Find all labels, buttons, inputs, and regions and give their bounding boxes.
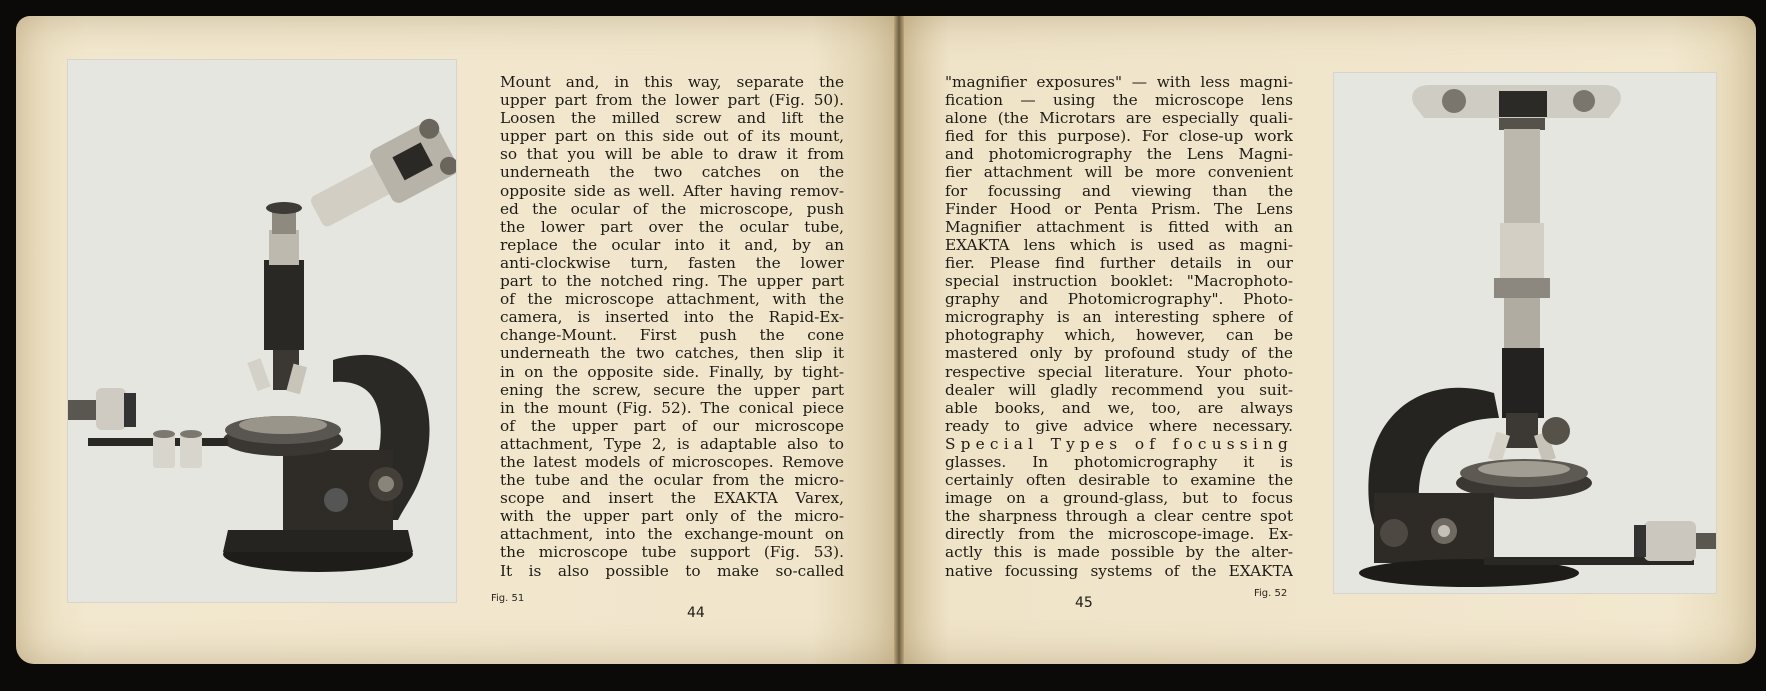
text-line: Special Types of focussing [945, 434, 1293, 453]
text-line: part to the notched ring. The upper part [500, 272, 844, 291]
text-line: ready to give advice where necessary. [945, 416, 1293, 435]
text-line: fier attachment will be more convenient [945, 163, 1293, 182]
left-body-text [500, 73, 844, 580]
text-line: camera, is inserted into the Rapid-Ex- [500, 308, 844, 327]
text-line: attachment, Type 2, is adaptable also to [500, 434, 844, 453]
text-line: and photomicrography the Lens Magni- [945, 145, 1293, 164]
text-line: Magnifier attachment is fitted with an [945, 217, 1293, 236]
text-line: Mount and, in this way, separate the [500, 73, 844, 91]
text-line: underneath the two catches on the [500, 163, 844, 182]
text-line: able books, and we, too, are always [945, 398, 1293, 417]
text-line: special instruction booklet: "Macrophoto- [945, 272, 1293, 291]
text-line: so that you will be able to draw it from [500, 145, 844, 164]
text-line: anti-clockwise turn, fasten the lower [500, 253, 844, 272]
text-line: the sharpness through a clear centre spot [945, 507, 1293, 526]
book-gutter [894, 16, 904, 664]
text-line: of the upper part of our microscope [500, 416, 844, 435]
text-line: graphy and Photomicrography". Photo- [945, 290, 1293, 309]
right-body-text [945, 73, 1293, 580]
text-line: mastered only by profound study of the [945, 344, 1293, 363]
text-line: micrography is an interesting sphere of [945, 308, 1293, 327]
text-line: ening the screw, secure the upper part [500, 380, 844, 399]
text-line: image on a ground-glass, but to focus [945, 489, 1293, 508]
text-line: photography which, however, can be [945, 326, 1293, 345]
text-line: attachment, into the exchange-mount on [500, 525, 844, 544]
microscope-illustration-left [68, 60, 456, 602]
text-line: with the upper part only of the micro- [500, 507, 844, 526]
text-line: opposite side as well. After having remov- [500, 181, 844, 200]
text-line: certainly often desirable to examine the [945, 471, 1293, 490]
text-line: the lower part over the ocular tube, [500, 217, 844, 236]
figure-51-photo [68, 60, 456, 602]
text-line: Finder Hood or Penta Prism. The Lens [945, 199, 1293, 218]
text-line: fication — using the microscope lens [945, 91, 1293, 110]
text-line: glasses. In photomicrography it is [945, 452, 1293, 471]
text-line: It is also possible to make so-called [500, 561, 844, 580]
text-line: respective special literature. Your photo- [945, 362, 1293, 381]
text-line: upper part on this side out of its mount, [500, 127, 844, 146]
text-line: actly this is made possible by the alter- [945, 543, 1293, 562]
text-line: the microscope tube support (Fig. 53). [500, 543, 844, 562]
page-number-44: 44 [687, 605, 705, 621]
text-line: scope and insert the EXAKTA Varex, [500, 489, 844, 508]
text-line: the latest models of microscopes. Remove [500, 452, 844, 471]
text-line: underneath the two catches, then slip it [500, 344, 844, 363]
text-line: upper part from the lower part (Fig. 50). [500, 91, 844, 110]
text-line: the tube and the ocular from the micro- [500, 471, 844, 490]
text-line: native focussing systems of the EXAKTA [945, 561, 1293, 580]
text-line: EXAKTA lens which is used as magni- [945, 235, 1293, 254]
page-number-45: 45 [1075, 595, 1093, 611]
text-line: ed the ocular of the microscope, push [500, 199, 844, 218]
figure-52-photo [1334, 73, 1716, 593]
text-line: replace the ocular into it and, by an [500, 235, 844, 254]
text-line: fier. Please find further details in our [945, 253, 1293, 272]
text-line: alone (the Microtars are especially quali- [945, 109, 1293, 128]
figure-51-caption: Fig. 51 [491, 593, 525, 604]
text-line: in the mount (Fig. 52). The conical piece [500, 398, 844, 417]
microscope-illustration-right [1334, 73, 1716, 593]
figure-52-caption: Fig. 52 [1254, 588, 1288, 599]
text-line: directly from the microscope-image. Ex- [945, 525, 1293, 544]
text-line: of the microscope attachment, with the [500, 290, 844, 309]
text-line: in on the opposite side. Finally, by tight- [500, 362, 844, 381]
text-line: change-Mount. First push the cone [500, 326, 844, 345]
text-line: for focussing and viewing than the [945, 181, 1293, 200]
text-line: dealer will gladly recommend you suit- [945, 380, 1293, 399]
text-line: Loosen the milled screw and lift the [500, 109, 844, 128]
text-line: "magnifier exposures" — with less magni- [945, 73, 1293, 91]
text-line: fied for this purpose). For close-up work [945, 127, 1293, 146]
